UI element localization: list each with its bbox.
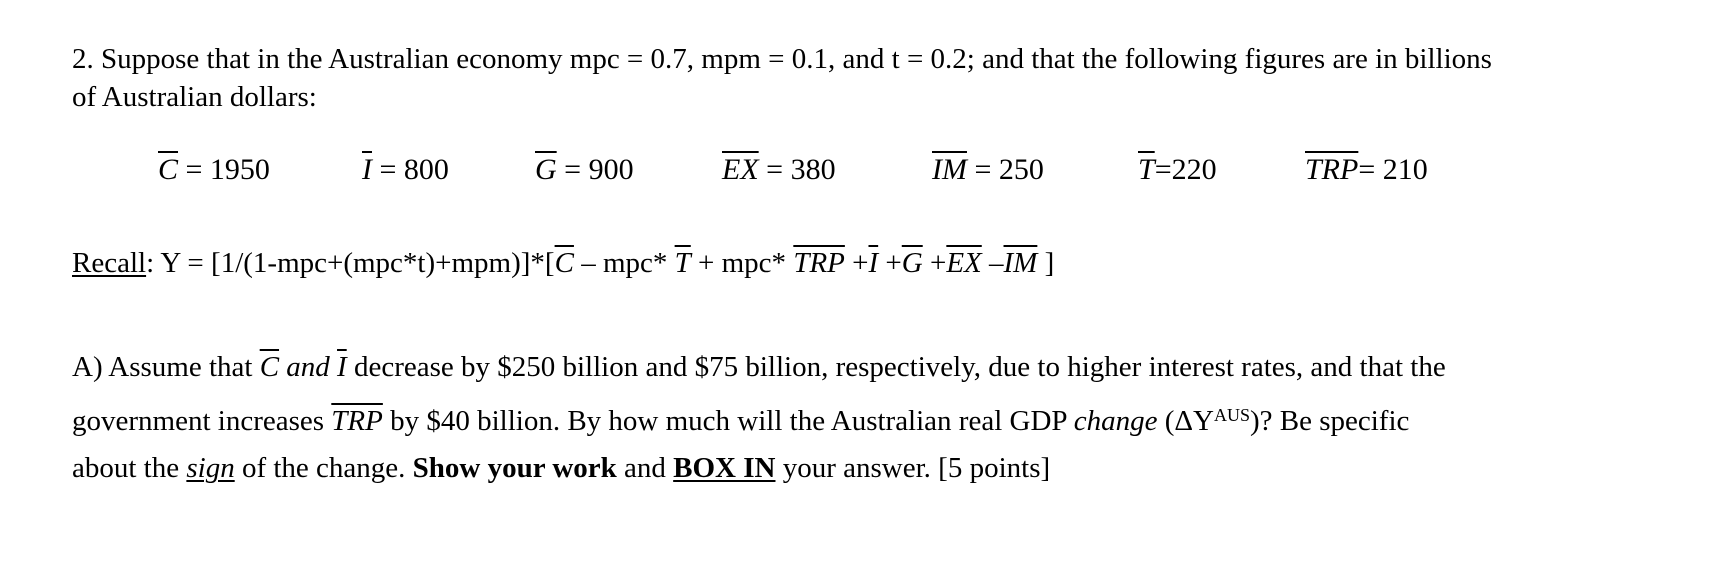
recall-formula: Recall: $Y = [1/(1-mpc+(mpc*t)+mpm)]*[\overline{C} - mpc*$ $\overline{T} + mpc*$ $\overline{TRP} +\overline{I} +\overline{G} +\overline{EX}$ $-\overline{IM}$ ] (72, 247, 1055, 279)
part-a-line-3: about the sign of the change. Show your work and BOX IN your answer. [5 points] (72, 452, 1051, 484)
box-in-emphasis: BOX IN (673, 452, 776, 484)
problem-line-2: of Australian dollars: (72, 81, 317, 113)
var-t: $\overline{T}=220$ (1138, 153, 1217, 186)
part-a-line-1: A) Assume that $\overline{C}$ and $\overline{I}$ decrease by $250 billion and $75 billion, respectively, due to higher interest rates, and that the (72, 351, 1446, 383)
sign-emphasis: sign (186, 452, 235, 484)
var-ex: $\overline{EX} = 380$ (722, 153, 836, 186)
problem-line-1: 2. Suppose that in the Australian economy mpc = 0.7, mpm = 0.1, and t = 0.2; and that the following figures are in billions (72, 43, 1492, 75)
var-c: $\overline{C} = 1950$ (158, 153, 270, 186)
var-trp: $\overline{TRP}= 210$ (1305, 153, 1428, 186)
part-a-line-2: government increases $\overline{TRP}$ by $40 billion. By how much will the Australian real GDP change $(\Delta Y^{AUS})$? Be specific (72, 405, 1410, 437)
var-g: $\overline{G} = 900$ (535, 153, 634, 186)
recall-label: Recall (72, 247, 147, 279)
var-i: $\overline{I} = 800$ (362, 153, 449, 186)
var-im: $\overline{IM} = 250$ (932, 153, 1044, 186)
show-work-emphasis: Show your work (412, 452, 617, 484)
